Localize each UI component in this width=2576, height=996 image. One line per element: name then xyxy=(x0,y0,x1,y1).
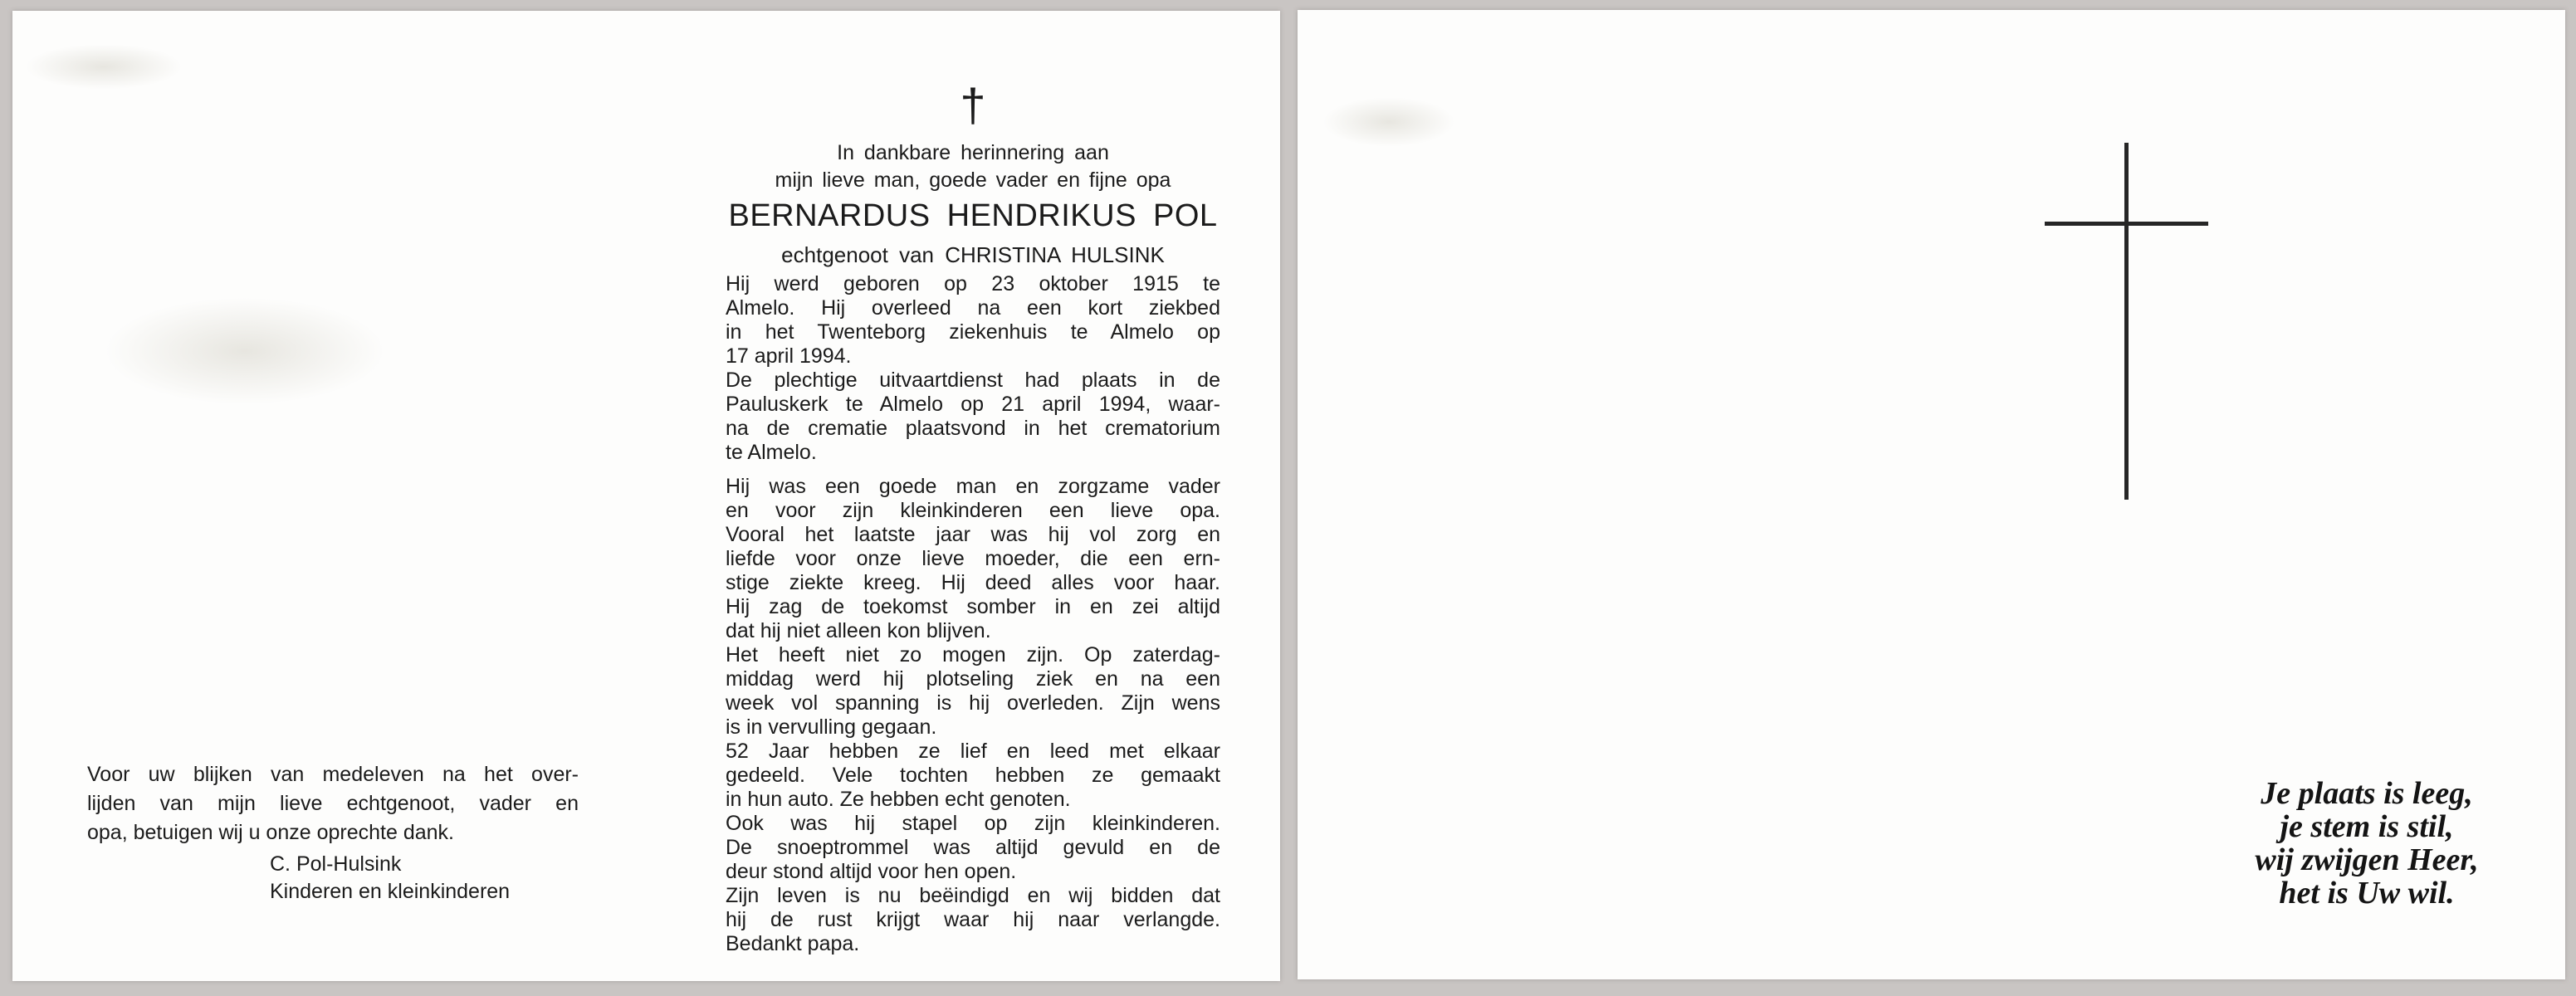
obituary-line: middag werd hij plotseling ziek en na een xyxy=(726,667,1220,691)
obituary-line: Hij was een goede man en zorgzame vader xyxy=(726,475,1220,498)
obituary-line: liefde voor onze lieve moeder, die een ern- xyxy=(726,547,1220,570)
obituary-line: 52 Jaar hebben ze lief en leed met elkaar xyxy=(726,740,1220,763)
obituary-paragraph-1 xyxy=(726,272,1220,465)
scan-smudge xyxy=(1322,97,1455,147)
obituary-line: in het Twenteborg ziekenhuis te Almelo op xyxy=(726,320,1220,344)
poem-block xyxy=(2159,777,2574,910)
scan-smudge xyxy=(25,44,183,90)
obituary-line: De snoeptrommel was altijd gevuld en de xyxy=(726,836,1220,859)
obituary-line: Vooral het laatste jaar was hij vol zorg en xyxy=(726,523,1220,546)
acknowledgment-line: Voor uw blijken van medeleven na het over- xyxy=(87,763,579,786)
obituary-line: stige ziekte kreeg. Hij deed alles voor haar. xyxy=(726,571,1220,594)
obituary-paragraph-2 xyxy=(726,475,1220,956)
cross-horizontal-bar xyxy=(2045,222,2208,226)
cross-vertical-bar xyxy=(2124,143,2129,500)
intro-line-2: mijn lieve man, goede vader en fijne opa xyxy=(775,168,1171,192)
scan-smudge xyxy=(104,297,386,405)
intro-line-1: In dankbare herinnering aan xyxy=(837,141,1109,164)
obituary-line: Hij werd geboren op 23 oktober 1915 te xyxy=(726,272,1220,295)
poem-line: het is Uw wil. xyxy=(2279,876,2455,911)
signature-name: C. Pol-Hulsink xyxy=(270,852,402,876)
obituary-line: in hun auto. Ze hebben echt genoten. xyxy=(726,788,1071,811)
poem-line: Je plaats is leeg, xyxy=(2261,776,2473,811)
memorial-card-inside-page xyxy=(12,11,1280,981)
obituary-line: Het heeft niet zo mogen zijn. Op zaterdag- xyxy=(726,643,1220,666)
poem-line: wij zwijgen Heer, xyxy=(2255,842,2479,877)
poem-line: je stem is stil, xyxy=(2280,809,2454,844)
obituary-line: hij de rust krijgt waar hij naar verlangde. xyxy=(726,908,1220,931)
deceased-name: BERNARDUS HENDRIKUS POL xyxy=(728,198,1218,233)
obituary-line: Bedankt papa. xyxy=(726,932,860,955)
obituary-line: Hij zag de toekomst somber in en zei altijd xyxy=(726,595,1220,618)
obituary-line: te Almelo. xyxy=(726,441,817,464)
signature-family: Kinderen en kleinkinderen xyxy=(270,880,511,903)
obituary-line: Almelo. Hij overleed na een kort ziekbed xyxy=(726,296,1220,320)
obituary-line: De plechtige uitvaartdienst had plaats in de xyxy=(726,369,1220,392)
spouse-line: echtgenoot van CHRISTINA HULSINK xyxy=(781,242,1165,267)
obituary-line: dat hij niet alleen kon blijven. xyxy=(726,619,991,642)
obituary-line: en voor zijn kleinkinderen een lieve opa. xyxy=(726,499,1220,522)
obituary-line: deur stond altijd voor hen open. xyxy=(726,860,1017,883)
obituary-line: Zijn leven is nu beëindigd en wij bidden dat xyxy=(726,884,1220,907)
acknowledgment-line: opa, betuigen wij u onze oprechte dank. xyxy=(87,821,454,844)
memorial-card-cover-page xyxy=(1298,10,2565,979)
obituary-line: Pauluskerk te Almelo op 21 april 1994, waar- xyxy=(726,393,1220,416)
acknowledgment-block xyxy=(87,760,579,847)
acknowledgment-line: lijden van mijn lieve echtgenoot, vader en xyxy=(87,792,579,815)
obituary-line: 17 april 1994. xyxy=(726,344,852,368)
dagger-icon: † xyxy=(960,79,986,131)
obituary-line: is in vervulling gegaan. xyxy=(726,715,937,739)
obituary-line: na de crematie plaatsvond in het crematorium xyxy=(726,417,1220,440)
obituary-line: week vol spanning is hij overleden. Zijn wens xyxy=(726,691,1220,715)
obituary-line: gedeeld. Vele tochten hebben ze gemaakt xyxy=(726,764,1220,787)
obituary-line: Ook was hij stapel op zijn kleinkinderen. xyxy=(726,812,1220,835)
